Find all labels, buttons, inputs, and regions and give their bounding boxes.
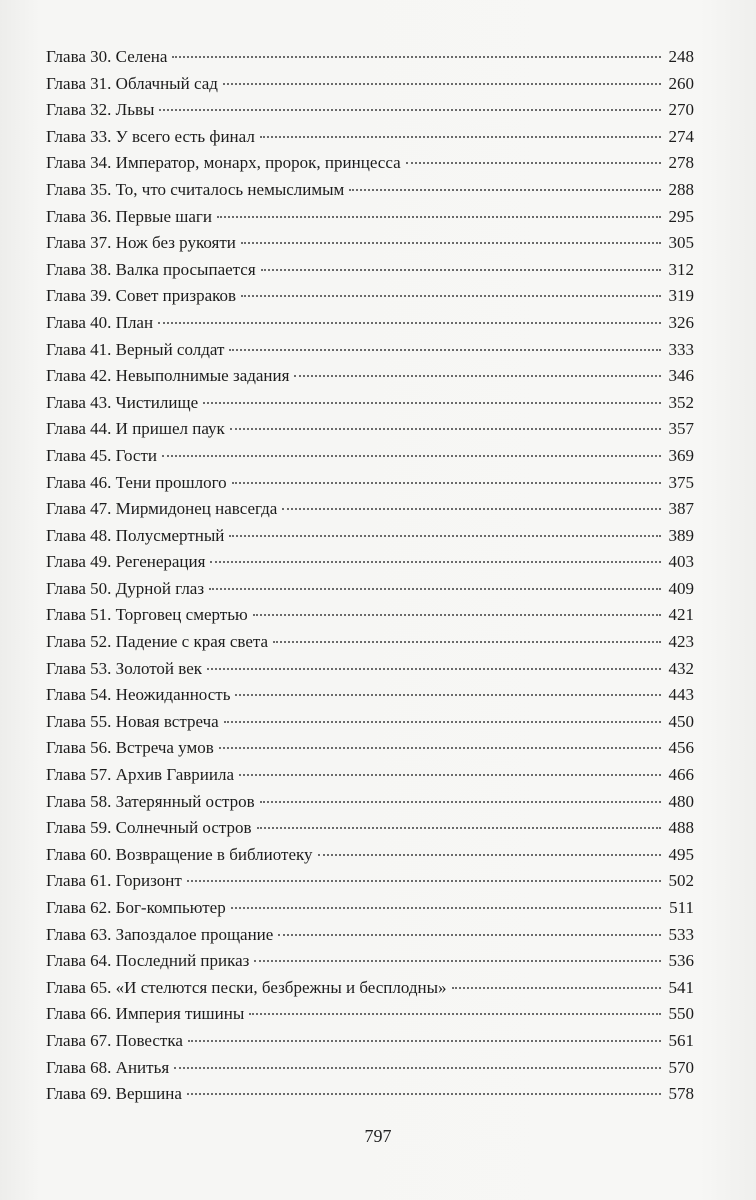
toc-entry xyxy=(46,922,694,949)
toc-dot-leader xyxy=(174,1067,661,1069)
toc-entry xyxy=(46,283,694,310)
toc-entry-page: 578 xyxy=(668,1084,694,1104)
toc-entry-title: Глава 42. Невыполнимые задания xyxy=(46,366,290,386)
toc-entry-title: Глава 64. Последний приказ xyxy=(46,951,250,971)
toc-entry xyxy=(46,549,694,576)
toc-dot-leader xyxy=(294,375,661,377)
toc-dot-leader xyxy=(207,668,661,670)
toc-entry-title: Глава 34. Император, монарх, пророк, принцесса xyxy=(46,153,401,173)
toc-entry xyxy=(46,709,694,736)
toc-entry-page: 352 xyxy=(668,392,694,412)
toc-entry-page: 466 xyxy=(668,765,694,785)
toc-entry xyxy=(46,868,694,895)
toc-entry-title: Глава 35. То, что считалось немыслимым xyxy=(46,179,345,199)
table-of-contents xyxy=(46,44,694,1108)
toc-entry-title: Глава 36. Первые шаги xyxy=(46,206,212,226)
toc-dot-leader xyxy=(229,535,661,537)
toc-entry-title: Глава 45. Гости xyxy=(46,445,158,465)
toc-entry-page: 533 xyxy=(668,924,694,944)
toc-entry-page: 389 xyxy=(668,525,694,545)
toc-dot-leader xyxy=(203,402,661,404)
toc-entry-page: 305 xyxy=(668,233,694,253)
toc-entry-page: 423 xyxy=(668,632,694,652)
toc-entry xyxy=(46,735,694,762)
toc-entry xyxy=(46,204,694,231)
toc-dot-leader xyxy=(241,242,661,244)
toc-entry-title: Глава 30. Селена xyxy=(46,47,168,66)
toc-entry-page: 502 xyxy=(668,871,694,891)
toc-entry xyxy=(46,416,694,443)
toc-dot-leader xyxy=(257,827,661,829)
toc-dot-leader xyxy=(349,189,661,191)
toc-entry-page: 550 xyxy=(668,1004,694,1024)
toc-entry-page: 274 xyxy=(668,126,694,146)
toc-dot-leader xyxy=(224,721,661,723)
toc-entry xyxy=(46,496,694,523)
toc-entry xyxy=(46,363,694,390)
toc-entry xyxy=(46,44,694,71)
toc-entry xyxy=(46,895,694,922)
toc-entry xyxy=(46,443,694,470)
toc-entry-page: 278 xyxy=(668,153,694,173)
toc-entry-title: Глава 67. Повестка xyxy=(46,1030,183,1050)
toc-dot-leader xyxy=(249,1013,661,1015)
toc-entry-title: Глава 31. Облачный сад xyxy=(46,73,218,93)
toc-dot-leader xyxy=(239,774,661,776)
toc-entry-title: Глава 39. Совет призраков xyxy=(46,286,237,306)
toc-entry-title: Глава 49. Регенерация xyxy=(46,552,206,572)
toc-dot-leader xyxy=(232,482,661,484)
toc-dot-leader xyxy=(318,854,661,856)
toc-entry-page: 443 xyxy=(668,685,694,705)
toc-entry-page: 248 xyxy=(668,47,694,66)
toc-entry xyxy=(46,1028,694,1055)
toc-entry xyxy=(46,337,694,364)
toc-entry xyxy=(46,815,694,842)
toc-entry xyxy=(46,71,694,98)
toc-entry-page: 511 xyxy=(669,898,694,917)
toc-dot-leader xyxy=(162,455,661,457)
toc-entry-title: Глава 50. Дурной глаз xyxy=(46,578,205,598)
toc-entry xyxy=(46,390,694,417)
toc-entry xyxy=(46,1081,694,1108)
toc-dot-leader xyxy=(219,747,661,749)
toc-entry xyxy=(46,975,694,1002)
toc-dot-leader xyxy=(260,801,661,803)
toc-entry-title: Глава 41. Верный солдат xyxy=(46,339,225,359)
toc-entry-page: 541 xyxy=(668,977,694,997)
toc-entry-title: Глава 32. Львы xyxy=(46,100,155,120)
toc-entry-title: Глава 52. Падение с края света xyxy=(46,632,269,652)
toc-entry-title: Глава 57. Архив Гавриила xyxy=(46,765,235,785)
toc-entry-page: 495 xyxy=(668,844,694,864)
toc-entry-title: Глава 53. Золотой век xyxy=(46,658,203,678)
toc-entry-page: 319 xyxy=(668,286,694,306)
toc-dot-leader xyxy=(223,83,661,85)
toc-entry-title: Глава 43. Чистилище xyxy=(46,392,199,412)
toc-entry-page: 375 xyxy=(668,472,694,492)
toc-entry xyxy=(46,1055,694,1082)
toc-entry-title: Глава 48. Полусмертный xyxy=(46,525,225,545)
toc-entry-page: 357 xyxy=(668,419,694,439)
toc-entry-title: Глава 40. План xyxy=(46,312,154,332)
toc-dot-leader xyxy=(254,960,661,962)
toc-dot-leader xyxy=(278,934,661,936)
toc-dot-leader xyxy=(282,508,661,510)
toc-entry-page: 333 xyxy=(668,339,694,359)
toc-dot-leader xyxy=(261,269,661,271)
toc-entry-page: 270 xyxy=(668,100,694,120)
toc-entry xyxy=(46,762,694,789)
toc-dot-leader xyxy=(260,136,661,138)
toc-entry-page: 369 xyxy=(668,445,694,465)
toc-entry xyxy=(46,656,694,683)
toc-dot-leader xyxy=(406,162,661,164)
toc-entry-page: 387 xyxy=(668,499,694,519)
toc-entry-title: Глава 66. Империя тишины xyxy=(46,1004,245,1024)
toc-entry-title: Глава 58. Затерянный остров xyxy=(46,791,255,811)
toc-entry-page: 288 xyxy=(668,179,694,199)
toc-entry-title: Глава 59. Солнечный остров xyxy=(46,818,252,838)
toc-entry-page: 295 xyxy=(668,206,694,226)
toc-entry-page: 450 xyxy=(668,711,694,731)
toc-entry-page: 421 xyxy=(668,605,694,625)
toc-dot-leader xyxy=(187,880,661,882)
toc-entry-page: 570 xyxy=(668,1057,694,1077)
toc-entry xyxy=(46,470,694,497)
toc-entry-title: Глава 63. Запоздалое прощание xyxy=(46,924,274,944)
toc-entry-title: Глава 69. Вершина xyxy=(46,1084,182,1104)
toc-entry-title: Глава 46. Тени прошлого xyxy=(46,472,227,492)
toc-entry xyxy=(46,177,694,204)
page-number: 797 xyxy=(364,1126,392,1146)
toc-dot-leader xyxy=(187,1093,661,1095)
toc-entry xyxy=(46,230,694,257)
toc-entry-title: Глава 38. Валка просыпается xyxy=(46,259,256,279)
toc-entry-title: Глава 37. Нож без рукояти xyxy=(46,233,236,253)
toc-entry-title: Глава 61. Горизонт xyxy=(46,871,182,891)
toc-entry-page: 488 xyxy=(668,818,694,838)
toc-entry-title: Глава 33. У всего есть финал xyxy=(46,126,255,146)
toc-entry-page: 432 xyxy=(668,658,694,678)
toc-entry xyxy=(46,1001,694,1028)
toc-entry xyxy=(46,576,694,603)
toc-entry xyxy=(46,97,694,124)
toc-entry-title: Глава 55. Новая встреча xyxy=(46,711,219,731)
toc-dot-leader xyxy=(188,1040,661,1042)
toc-entry-title: Глава 51. Торговец смертью xyxy=(46,605,248,625)
toc-dot-leader xyxy=(231,907,661,909)
toc-dot-leader xyxy=(158,322,661,324)
toc-entry-page: 346 xyxy=(668,366,694,386)
toc-entry-page: 480 xyxy=(668,791,694,811)
toc-entry xyxy=(46,523,694,550)
toc-entry-page: 409 xyxy=(668,578,694,598)
toc-entry xyxy=(46,682,694,709)
toc-entry xyxy=(46,124,694,151)
toc-entry-title: Глава 44. И пришел паук xyxy=(46,419,225,439)
toc-dot-leader xyxy=(253,614,661,616)
toc-entry-page: 260 xyxy=(668,73,694,93)
toc-entry-title: Глава 65. «И стелются пески, безбрежны и бесплодны» xyxy=(46,977,447,997)
toc-dot-leader xyxy=(217,216,661,218)
toc-dot-leader xyxy=(210,561,661,563)
toc-entry xyxy=(46,789,694,816)
toc-entry-page: 536 xyxy=(668,951,694,971)
toc-entry xyxy=(46,602,694,629)
toc-entry-title: Глава 68. Анитья xyxy=(46,1057,170,1077)
toc-entry xyxy=(46,257,694,284)
toc-entry-page: 403 xyxy=(668,552,694,572)
toc-entry-title: Глава 54. Неожиданность xyxy=(46,685,231,705)
toc-dot-leader xyxy=(273,641,661,643)
toc-dot-leader xyxy=(230,428,661,430)
toc-entry-page: 561 xyxy=(668,1030,694,1050)
toc-dot-leader xyxy=(209,588,661,590)
toc-entry xyxy=(46,948,694,975)
toc-entry xyxy=(46,310,694,337)
toc-entry-page: 456 xyxy=(668,738,694,758)
toc-entry xyxy=(46,842,694,869)
toc-dot-leader xyxy=(229,349,661,351)
toc-dot-leader xyxy=(241,295,661,297)
toc-entry-title: Глава 62. Бог-компьютер xyxy=(46,898,226,917)
toc-entry-page: 312 xyxy=(668,259,694,279)
toc-dot-leader xyxy=(235,694,661,696)
toc-entry-page: 326 xyxy=(668,312,694,332)
toc-dot-leader xyxy=(452,987,661,989)
toc-entry-title: Глава 47. Мирмидонец навсегда xyxy=(46,499,278,519)
toc-dot-leader xyxy=(159,109,661,111)
toc-entry-title: Глава 60. Возвращение в библиотеку xyxy=(46,844,313,864)
toc-dot-leader xyxy=(172,56,661,58)
toc-entry xyxy=(46,150,694,177)
toc-entry-title: Глава 56. Встреча умов xyxy=(46,738,214,758)
toc-entry xyxy=(46,629,694,656)
